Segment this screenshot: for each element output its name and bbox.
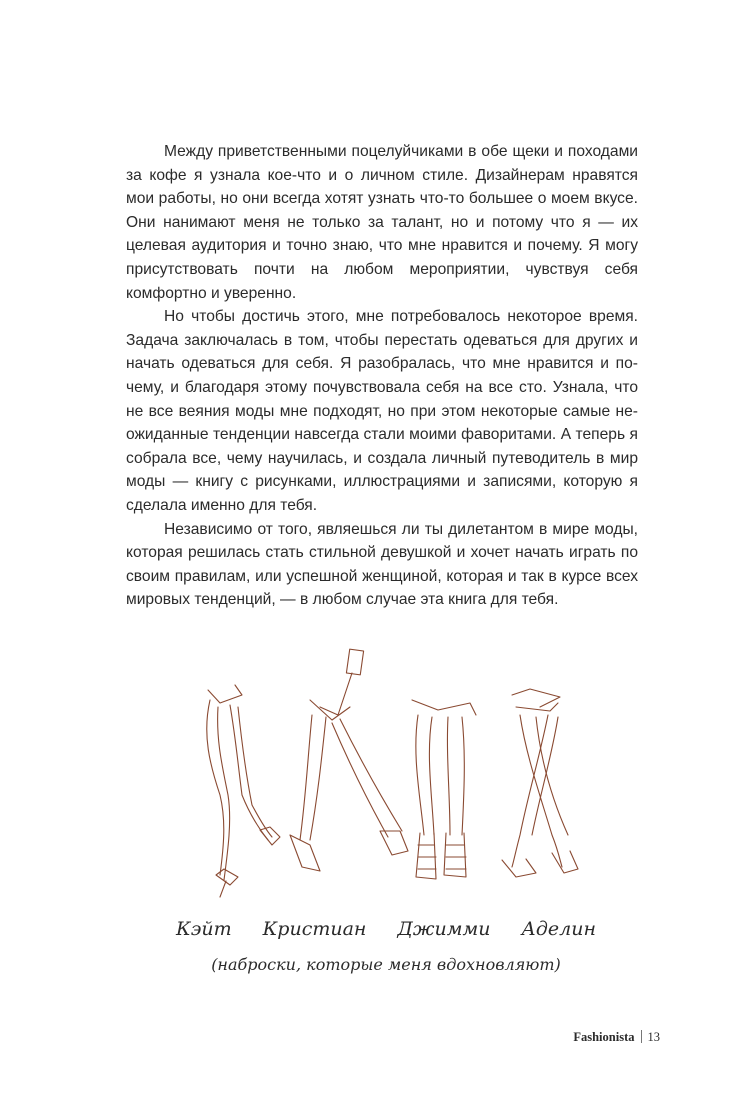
paragraph-3: Независимо от того, являешься ли ты дилетантом в мире моды, которая решилась стать стильной девушкой и хочет начать играть по своим правилам, или успешной женщиной, которая и так в курсе всех мировых тенденций, — в любом случае эта книга для тебя. xyxy=(126,520,638,609)
name-christian: Кристиан xyxy=(262,918,367,940)
sketch-figure-2 xyxy=(290,649,408,871)
name-adeline: Аделин xyxy=(521,918,596,940)
page-footer xyxy=(560,1030,660,1045)
body-text xyxy=(126,140,638,612)
sketch-subtitle: (наброски, которые меня вдохновляют) xyxy=(211,955,561,974)
name-jimmy: Джимми xyxy=(397,918,491,940)
fashion-legs-sketch-icon xyxy=(180,645,580,900)
sketch-figure-3 xyxy=(412,700,476,879)
paragraph-2: Но чтобы достичь этого, мне потребовалось некоторое время. Задача заключалась в том, чтобы перестать одеваться для других и начать одеваться для себя. Я разобралась, что мне нравится и почему, и благодаря этому почувствовала себя на все сто. Узнала, что не все веяния моды мне подходят, но при этом некоторые самые неожиданные тенденции навсегда стали моими фаворитами. А теперь я собрала все, чему научилась, и создала личный путеводитель в мир моды — книгу с рисунками, иллюстрациями и записями, которую я сделала именно для тебя. xyxy=(126,308,638,514)
book-title: Fashionista xyxy=(573,1030,635,1044)
footer-divider xyxy=(641,1030,642,1043)
sketch-names xyxy=(176,918,596,940)
paragraph-1: Между приветственными поцелуйчиками в обе щеки и походами за кофе я узнала кое-что и о личном стиле. Дизайнерам нравятся мои работы, но они всегда хотят узнать что-то большее о моем вкусе. Они нанимают меня не только за талант, но и потому что я — их целевая аудитория и точно знаю, что мне нравится и почему. Я могу присутствовать почти на любом мероприятии, чувствуя себя комфортно и уверенно. xyxy=(126,143,638,302)
page-number: 13 xyxy=(647,1030,660,1044)
sketch-figure-1 xyxy=(207,685,280,897)
name-kate: Кэйт xyxy=(176,918,232,940)
sketch-figure-4 xyxy=(502,689,578,877)
